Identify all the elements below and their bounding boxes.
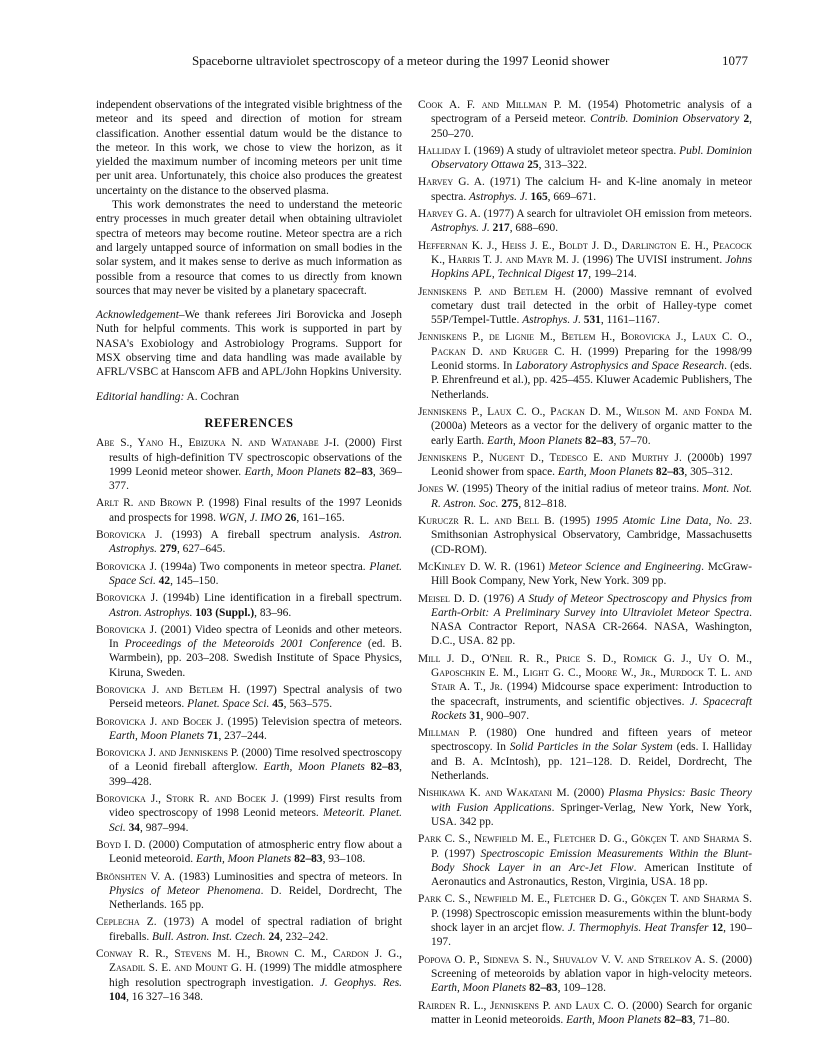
reference-entry [96, 870, 402, 913]
reference-source: 1995 Atomic Line Data, No. 23 [595, 515, 750, 528]
reference-authors: Kuruczr R. L. and Bell B. [418, 515, 555, 528]
reference-authors: Borovicka J. and Jenniskens P. [96, 747, 239, 760]
reference-text: (1995) Theory of the initial radius of meteor trains. [459, 483, 703, 496]
reference-text: (1994b) Line identification in a fireball spectrum. [158, 592, 402, 605]
body-paragraph: This work demonstrates the need to understand the meteoric entry processes in much greater detail when obtaining ultraviolet spectra of meteors may become routine. Meteor spectra are a rich and largely untapped source of information on small bodies in the solar system, and it makes sense to derive as much information as possible from a resource that comes to us directly from known sources that may never be visited by a planetary spacecraft. [96, 199, 402, 297]
reference-source: Earth, Moon Planets [431, 982, 527, 995]
editorial-label: Editorial handling: [96, 390, 185, 403]
reference-entry [96, 746, 402, 789]
reference-volume: 279 [157, 543, 177, 556]
reference-text: (1998) Final results of the 1997 Leonids and prospects for 1998. [109, 497, 402, 524]
reference-pages: , 237–244. [218, 729, 267, 742]
reference-text: (1999) The middle atmosphere high resolution spectrograph investigation. [109, 962, 402, 989]
reference-text: (1993) A fireball spectrum analysis. [162, 529, 370, 542]
reference-pages: , 563–575. [283, 698, 333, 711]
reference-entry [96, 947, 402, 1004]
reference-text: (2000a) Meteors as a vector for the delivery of organic matter to the early Earth. [431, 420, 752, 447]
reference-source: Johns Hopkins APL, Technical Digest [431, 253, 752, 281]
reference-volume: 275 [498, 497, 519, 510]
reference-pages: . Springer-Verlag, New York, New York, USA. 342 pp. [431, 801, 752, 828]
reference-text: (1994a) Two components in meteor spectra. [156, 560, 370, 573]
reference-authors: Borovicka J. [96, 529, 163, 542]
reference-source: Physics of Meteor Phenomena [109, 884, 261, 897]
reference-volume: 82–83 [653, 466, 685, 479]
reference-pages: , 161–165. [296, 511, 345, 524]
reference-volume: 82–83 [364, 761, 400, 774]
reference-authors: Harvey G. A. [418, 208, 481, 221]
reference-source: J. Thermophyis. Heat Transfer [567, 922, 709, 935]
reference-text: (1977) A search for ultraviolet OH emission from meteors. [480, 208, 752, 221]
reference-volume: 217 [489, 222, 510, 235]
reference-source: Solid Particles in the Solar System [509, 741, 673, 754]
reference-entry [418, 652, 752, 723]
reference-pages: . McGraw-Hill Book Company, New York, New York. 309 pp. [431, 560, 752, 588]
editorial-handling [96, 390, 402, 404]
reference-text: (2000) Search for organic matter in Leonid meteoroids. [431, 999, 753, 1026]
reference-source: Astron. Astrophys. [109, 606, 193, 619]
reference-volume: 82–83 [526, 982, 558, 995]
left-column [96, 98, 402, 1007]
reference-text: (1954) Photometric analysis of a spectrogram of a Perseid meteor. [431, 99, 752, 126]
reference-text: (1980) One hundred and fifteen years of meteor spectroscopy. In [431, 727, 752, 754]
reference-entry [418, 892, 752, 949]
reference-pages: . D. Reidel, Dordrecht, The Netherlands. 165 pp. [109, 884, 402, 912]
reference-source: Astrophys. J. [431, 222, 490, 235]
reference-volume: 25 [524, 159, 539, 172]
reference-entry [96, 436, 402, 493]
reference-pages: . Smithsonian Astrophysical Observatory, Cambridge, Massachusetts (CD-ROM). [431, 515, 752, 556]
reference-source: Mont. Not. R. Astron. Soc. [431, 483, 752, 510]
reference-text: (2001) Video spectra of Leonids and other meteors. In [109, 623, 402, 651]
reference-entry [96, 838, 402, 867]
reference-entry [418, 285, 752, 328]
reference-text: (1999) Preparing for the 1998/99 Leonid storms. In [431, 345, 752, 373]
reference-source: J. Geophys. Res. [319, 976, 402, 989]
reference-text: (2000) Massive remnant of evolved cometary dust trail detected in the orbit of Halley-type comet 55P/Tempel-Tuttle. [431, 285, 752, 327]
reference-authors: Jenniskens P., de Lignie M., Betlem H., Borovicka J., Laux C. O., Packan D. and Kruger C. H. [418, 331, 752, 358]
reference-authors: Jones W. [418, 483, 460, 496]
acknowledgement-text: –We thank referees Jiri Borovicka and Joseph Nuth for helpful comments. This work is supported in part by NASA's Exobiology and Astrobiology Programs. Support for MSX observing time and data handling was made available by AFRL/VSBC at Hanscom AFB and APL/John Hopkins University. [96, 309, 402, 379]
reference-authors: Nishikawa K. and Wakatani M. [418, 787, 570, 800]
reference-source: Spectroscopic Emission Measurements Within the Blunt-Body Shock Layer in an Arc-Jet Flow [431, 847, 752, 874]
reference-source: Earth, Moon Planets [196, 853, 292, 866]
reference-source: Astrophys. J. [522, 314, 581, 327]
reference-pages: , 16 327–16 348. [126, 990, 203, 1003]
reference-authors: Millman P. [418, 727, 477, 740]
reference-pages: . NASA Contractor Report, NASA CR-2664. NASA, Washington, D.C., USA. 82 pp. [431, 606, 752, 648]
reference-text: (1961) [510, 560, 549, 573]
reference-entry [418, 207, 752, 236]
reference-volume: 45 [269, 698, 284, 711]
reference-volume: 82–83 [291, 853, 323, 866]
reference-text: (1998) Spectroscopic emission measurements within the blunt-body shock layer in an arcjet flow. [431, 907, 752, 935]
reference-pages: , 305–312. [684, 466, 733, 479]
reference-authors: Abe S., Yano H., Ebizuka N. and Watanabe J-I. [96, 437, 340, 450]
reference-authors: Cook A. F. and Millman P. M. [418, 99, 582, 111]
reference-authors: Borovicka J. and Betlem H. [96, 683, 241, 696]
reference-authors: Ceplecha Z. [96, 916, 157, 929]
reference-source: Earth, Moon Planets [486, 434, 583, 447]
reference-volume: 34 [125, 821, 141, 834]
reference-volume: 82–83 [340, 465, 373, 478]
reference-authors: Popova O. P., Sidneva S. N., Shuvalov V. V. and Strelkov A. S. [418, 953, 719, 966]
reference-pages: , 57–70. [613, 434, 651, 447]
reference-authors: Halliday I. [418, 144, 471, 157]
reference-pages: , 71–80. [692, 1013, 730, 1026]
reference-entry [418, 144, 752, 173]
reference-pages: , 987–994. [140, 821, 189, 834]
reference-text: (2000) First results of high-definition TV spectroscopic observations of the 1999 Leonid meteor shower. [109, 437, 402, 478]
right-column [418, 98, 752, 1030]
reference-volume: 26 [282, 511, 297, 524]
reference-source: Earth, Moon Planets [109, 729, 205, 742]
reference-entry [418, 999, 752, 1028]
reference-text: (2000) [569, 787, 609, 800]
reference-authors: Park C. S., Newfield M. E., Fletcher D. G., Gökçen T. and Sharma S. P. [418, 833, 752, 860]
reference-entry [96, 496, 402, 525]
reference-pages: , 369–377. [109, 465, 402, 493]
reference-entry [418, 175, 752, 204]
reference-source: Astrophys. J. [468, 190, 528, 203]
reference-source: Meteor Science and Engineering [548, 560, 702, 573]
reference-volume: 31 [466, 709, 481, 722]
reference-source: A Study of Meteor Spectroscopy and Physics from Earth-Orbit: A Preliminary Survey into Ultraviolet Meteor Spectra [431, 592, 752, 619]
reference-authors: Rairden R. L., Jenniskens P. and Laux C. O. [418, 999, 629, 1012]
reference-pages: , 900–907. [480, 709, 530, 722]
reference-entry [96, 683, 402, 712]
reference-pages: , 688–690. [509, 222, 559, 235]
reference-source: Astron. Astrophys. [109, 529, 402, 556]
reference-source: J. Spacecraft Rockets [431, 695, 752, 722]
reference-authors: Arlt R. and Brown P. [96, 497, 205, 510]
reference-text: (2000) Time resolved spectroscopy of a Leonid fireball afterglow. [109, 747, 402, 774]
reference-text: (1999) First results from video spectroscopy of 1998 Leonid meteors. [109, 793, 402, 820]
reference-source: Laboratory Astrophysics and Space Research [515, 360, 725, 373]
reference-pages: , 812–818. [518, 497, 567, 510]
reference-source: Plasma Physics: Basic Theory with Fusion Applications [431, 787, 752, 814]
reference-pages: , 83–96. [254, 606, 292, 619]
reference-volume: 82–83 [661, 1013, 693, 1026]
references-list-right [418, 98, 752, 1027]
reference-text: (1969) A study of ultraviolet meteor spectra. [470, 144, 680, 157]
reference-text: (1995) [554, 515, 596, 528]
reference-pages: , 232–242. [279, 930, 329, 943]
references-list-left [96, 436, 402, 1004]
reference-entry [418, 726, 752, 783]
reference-source: Planet. Space Sci. [109, 560, 402, 587]
reference-pages: . American Institute of Aeronautics and Astronautics, Reston, Virginia, USA. 18 pp. [431, 861, 752, 889]
reference-authors: Brönshten V. A. [96, 870, 175, 883]
reference-pages: , 93–108. [322, 853, 366, 866]
reference-entry [418, 239, 752, 282]
reference-text: (2000) Screening of meteoroids by ablation vapor in high-velocity meteors. [431, 953, 752, 980]
reference-entry [418, 482, 752, 511]
reference-entry [96, 792, 402, 835]
reference-text: (1976) [479, 592, 518, 605]
reference-entry [96, 560, 402, 589]
acknowledgement-label: Acknowledgement [96, 309, 179, 322]
reference-source: Contrib. Dominion Observatory [590, 113, 740, 126]
reference-entry [418, 592, 752, 649]
reference-pages: , 199–214. [588, 268, 637, 281]
reference-text: (1973) A model of spectral radiation of bright fireballs. [109, 916, 402, 943]
reference-pages: , 145–150. [170, 574, 219, 587]
reference-authors: Jenniskens P., Laux C. O., Packan D. M., Wilson M. and Fonda M. [418, 405, 752, 418]
page-number: 1077 [722, 53, 748, 68]
reference-source: WGN, J. IMO [218, 511, 283, 524]
reference-entry [418, 953, 752, 996]
reference-pages: , 1161–1167. [600, 314, 660, 327]
reference-authors: Mill J. D., O'Neil R. R., Price S. D., Romick G. J., Uy O. M., Gaposchkin E. M., Light G. C., Moore W., Jr., Murdock T. L. and Stair A. T., Jr. [418, 652, 752, 694]
reference-source: Earth, Moon Planets [566, 1013, 662, 1026]
reference-text: (1995) Television spectra of meteors. [223, 715, 402, 728]
reference-authors: Meisel D. D. [418, 592, 480, 605]
reference-entry [418, 514, 752, 557]
reference-pages: (ed. B. Warmbein), pp. 203–208. Swedish Institute of Space Physics, Kiruna, Sweden. [109, 638, 402, 679]
reference-source: Earth, Moon Planets [244, 465, 341, 478]
reference-text: (1996) The UVISI instrument. [579, 253, 726, 266]
reference-entry [418, 560, 752, 589]
reference-authors: Jenniskens P., Nugent D., Tedesco E. and Murthy J. [418, 451, 682, 464]
reference-volume: 104 [109, 990, 127, 1003]
reference-text: (1983) Luminosities and spectra of meteors. In [174, 870, 402, 883]
reference-authors: Borovicka J. and Bocek J. [96, 715, 224, 728]
reference-pages: , 313–322. [538, 159, 588, 172]
reference-entry [418, 832, 752, 889]
reference-authors: Heffernan K. J., Heiss J. E., Boldt J. D., Darlington E. H., Peacock K., Harris T. J. and Mayr M. J. [418, 239, 752, 266]
reference-volume: 82–83 [582, 434, 614, 447]
reference-authors: Harvey G. A. [418, 176, 485, 189]
reference-text: (1997) Spectral analysis of two Perseid meteors. [109, 683, 402, 711]
reference-volume: 103 (Suppl.) [192, 606, 255, 619]
reference-pages: , 250–270. [431, 113, 752, 140]
reference-authors: Park C. S., Newfield M. E., Fletcher D. G., Gökçen T. and Sharma S. P. [418, 893, 752, 920]
reference-text: (1971) The calcium H- and K-line anomaly in meteor spectra. [431, 176, 752, 203]
reference-entry [96, 715, 402, 744]
running-header-title: Spaceborne ultraviolet spectroscopy of a meteor during the 1997 Leonid shower [192, 53, 610, 68]
reference-source: Publ. Dominion Observatory Ottawa [431, 144, 752, 172]
acknowledgement [96, 308, 402, 379]
reference-volume: 17 [574, 268, 589, 281]
reference-authors: Borovicka J. [96, 623, 157, 636]
reference-text: (2000b) 1997 Leonid shower from space. [431, 451, 752, 479]
reference-pages: , 399–428. [109, 761, 403, 788]
reference-entry [96, 623, 402, 680]
reference-volume: 71 [204, 729, 219, 742]
reference-pages: , 627–645. [176, 543, 226, 556]
reference-volume: 165 [527, 190, 548, 203]
reference-text: (1994) Midcourse space experiment: Introduction to the spacecraft, instruments, and scientific objectives. [431, 681, 752, 708]
reference-authors: Boyd I. D. [96, 838, 146, 851]
reference-source: Meteorit. Planet. Sci. [109, 807, 402, 834]
reference-volume: 24 [265, 930, 280, 943]
reference-entry [96, 591, 402, 620]
editorial-editor: A. Cochran [186, 390, 240, 403]
reference-authors: McKinley D. W. R. [418, 560, 511, 573]
reference-text: (1997) [438, 847, 481, 860]
body-paragraph: independent observations of the integrated visible brightness of the meteor and its speed and direction of motion for stream classification. Another essential datum would be the distance to the meteor. In this work, we chose to view the horizon, as it yielded the maximum number of incoming meteors per unit time per unit area. Unfortunately, this choice also produces the greatest uncertainty on the distance to the observed plasma. [96, 99, 402, 197]
reference-pages: (eds. I. Halliday and B. A. McIntosh), pp. 121–128. D. Reidel, Dordrecht, The Netherlands. [431, 741, 753, 783]
reference-pages: , 190–197. [431, 922, 752, 949]
reference-entry [418, 786, 752, 829]
references-heading: REFERENCES [204, 415, 294, 430]
reference-source: Bull. Astron. Inst. Czech. [152, 930, 266, 943]
reference-authors: Conway R. R., Stevens M. H., Brown C. M., Cardon J. G., Zasadil S. E. and Mount G. H. [96, 948, 402, 975]
reference-entry [418, 330, 752, 401]
reference-source: Earth, Moon Planets [263, 761, 365, 774]
reference-entry [418, 451, 752, 480]
reference-entry [418, 405, 752, 448]
reference-volume: 12 [708, 922, 724, 935]
reference-source: Proceedings of the Meteoroids 2001 Conference [124, 638, 362, 651]
reference-volume: 42 [155, 574, 171, 587]
reference-authors: Jenniskens P. and Betlem H. [418, 285, 566, 298]
reference-entry [96, 528, 402, 557]
reference-pages: . (eds. P. Ehrenfreund et al.), pp. 425–455. Kluwer Academic Publishers, The Netherlands. [431, 360, 752, 401]
reference-pages: , 109–128. [557, 982, 606, 995]
reference-pages: , 669–671. [547, 190, 597, 203]
reference-entry [96, 915, 402, 944]
reference-authors: Borovicka J. [96, 560, 157, 573]
reference-authors: Borovicka J. [96, 592, 159, 605]
reference-volume: 531 [580, 314, 601, 327]
reference-volume: 2 [739, 113, 750, 126]
reference-source: Earth, Moon Planets [557, 466, 654, 479]
reference-source: Planet. Space Sci. [187, 698, 270, 711]
reference-entry [418, 98, 752, 141]
reference-authors: Borovicka J., Stork R. and Bocek J. [96, 793, 279, 806]
reference-text: (2000) Computation of atmospheric entry flow about a Leonid meteoroid. [109, 838, 403, 866]
